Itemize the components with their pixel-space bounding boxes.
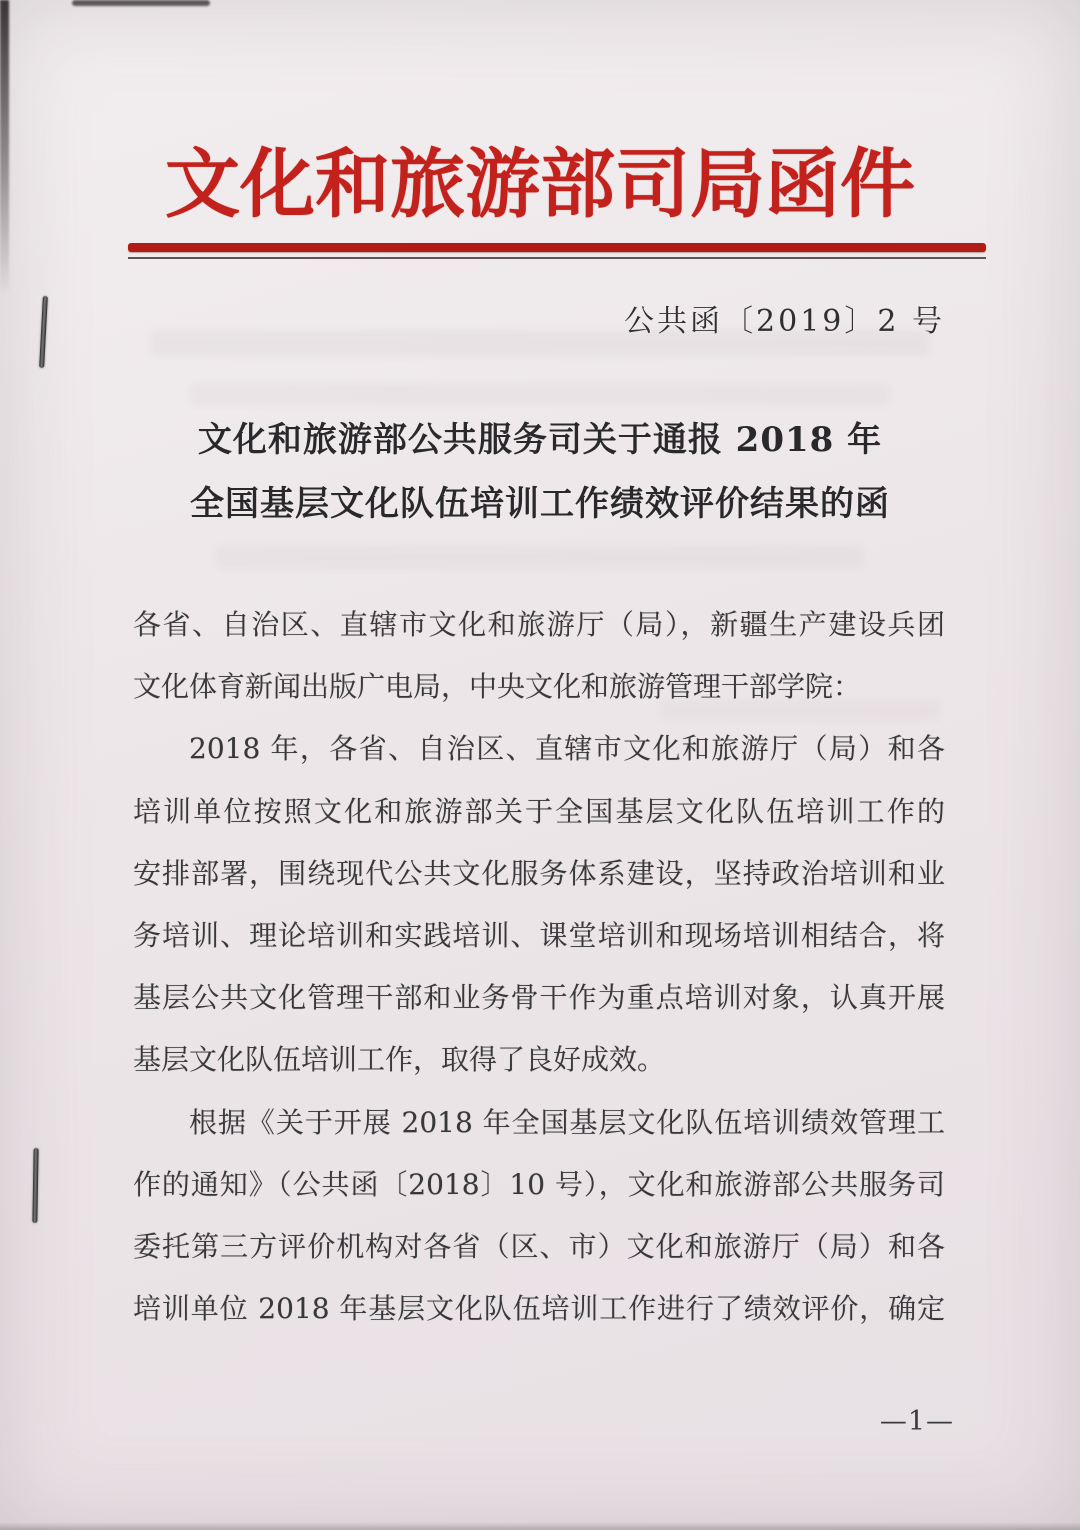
body-line: 安排部署，围绕现代公共文化服务体系建设，坚持政治培训和业 (133, 856, 945, 890)
letterhead-title: 文化和旅游部司局函件 (164, 140, 915, 228)
body-line: 基层文化队伍培训工作，取得了良好成效。 (133, 1043, 666, 1077)
ink-bleedthrough (215, 545, 865, 569)
body-line: 根据《关于开展 2018 年全国基层文化队伍培训绩效管理工 (189, 1105, 945, 1139)
page-number: —1— (879, 1406, 954, 1437)
letterhead-rule-thick (128, 243, 986, 252)
document-number: 公共函〔2019〕2 号 (624, 304, 945, 339)
body-line: 培训单位按照文化和旅游部关于全国基层文化队伍培训工作的 (133, 794, 945, 828)
body-line: 作的通知》（公共函〔2018〕10 号），文化和旅游部公共服务司 (133, 1167, 945, 1201)
body-line: 文化体育新闻出版广电局，中央文化和旅游管理干部学院： (133, 670, 862, 704)
document-heading (0, 408, 1080, 536)
photo-bottom-shadow (0, 1522, 1080, 1530)
body-line: 各省、自治区、直辖市文化和旅游厅（局），新疆生产建设兵团 (133, 608, 945, 641)
staple-icon (32, 1148, 38, 1223)
document-body (133, 594, 945, 1340)
staple-icon (39, 296, 48, 368)
heading-line-1: 文化和旅游部公共服务司关于通报 2018 年 (197, 420, 883, 460)
scan-smudge (72, 0, 210, 6)
letterhead-rule-thin (128, 257, 986, 259)
ink-bleedthrough (190, 383, 890, 405)
body-line: 2018 年，各省、自治区、直辖市文化和旅游厅（局）和各 (189, 732, 945, 766)
heading-line-2: 全国基层文化队伍培训工作绩效评价结果的函 (190, 484, 890, 524)
body-line: 基层公共文化管理干部和业务骨干作为重点培训对象，认真开展 (133, 981, 945, 1015)
body-line: 务培训、理论培训和实践培训、课堂培训和现场培训相结合，将 (133, 918, 945, 952)
body-line: 委托第三方评价机构对各省（区、市）文化和旅游厅（局）和各 (133, 1229, 945, 1263)
body-line: 培训单位 2018 年基层文化队伍培训工作进行了绩效评价，确定 (133, 1292, 945, 1326)
